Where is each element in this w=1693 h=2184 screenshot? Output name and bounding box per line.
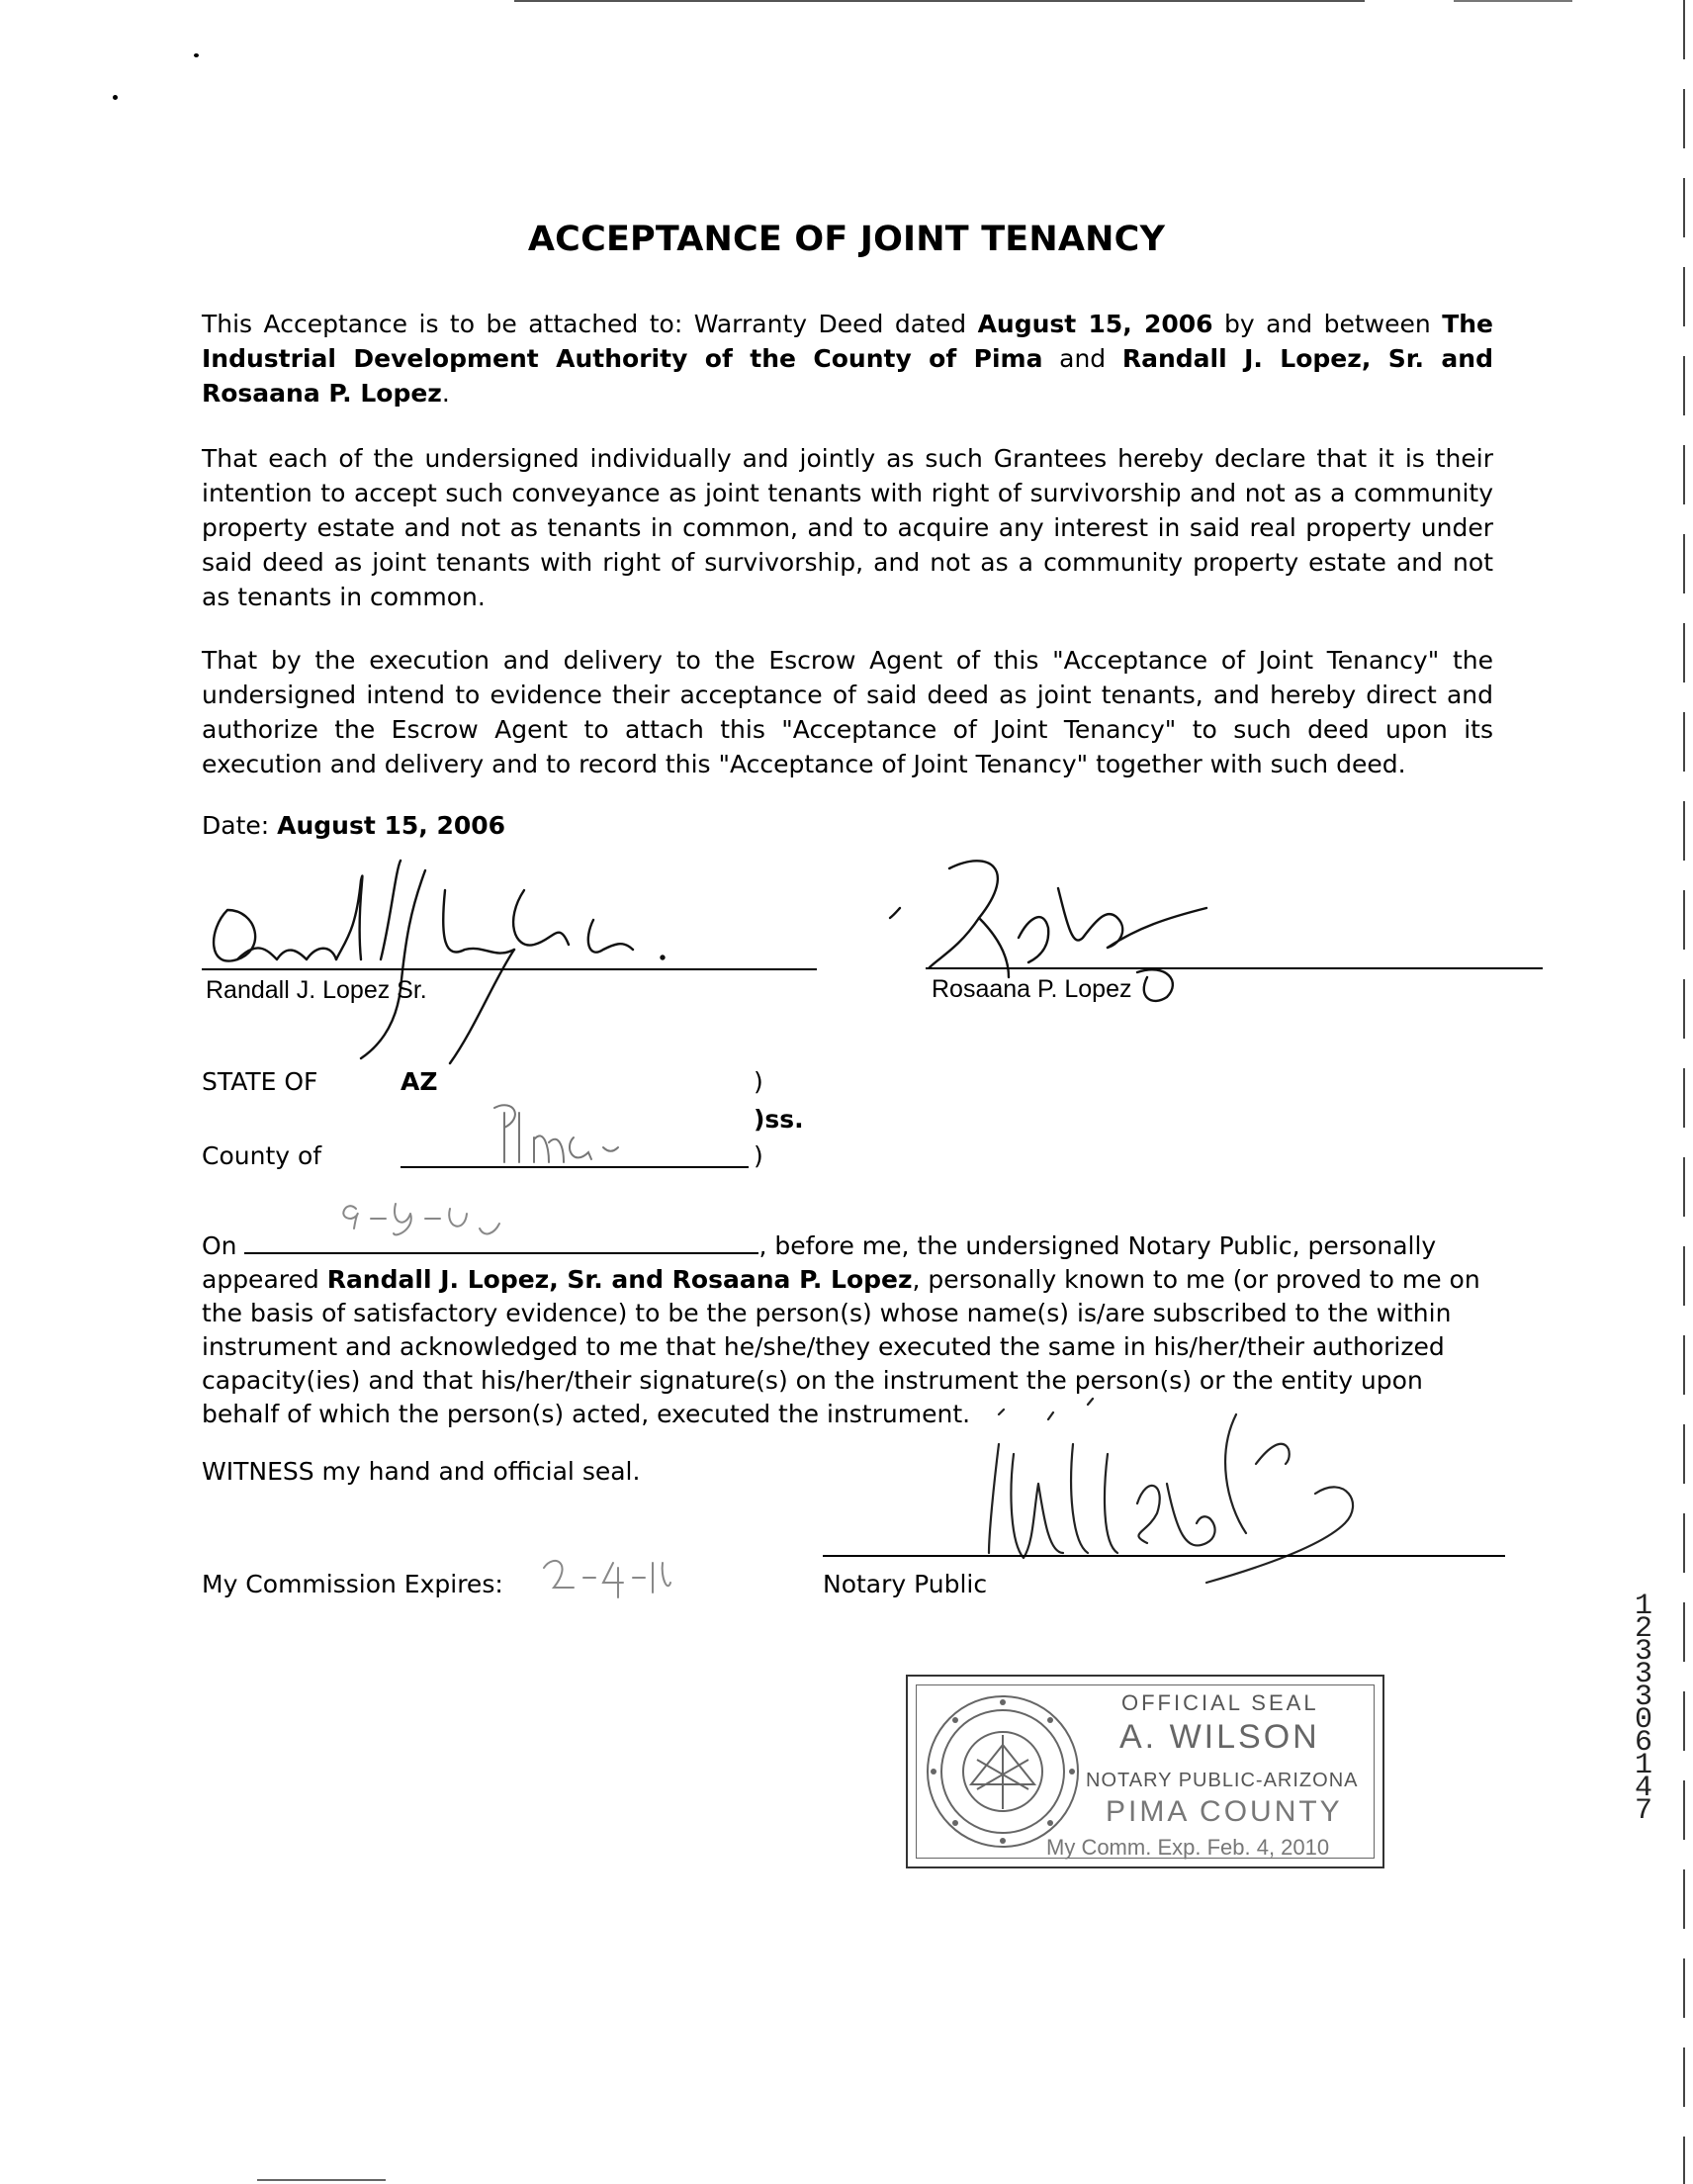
signature-line-signer2 [926, 967, 1543, 969]
bracket-top: ) [754, 1067, 763, 1096]
seal-line-commission: My Comm. Exp. Feb. 4, 2010 [1046, 1835, 1330, 1860]
arizona-state-seal-emblem [922, 1690, 1084, 1853]
witness-statement: WITNESS my hand and official seal. [202, 1457, 641, 1486]
scan-edge-top-fragment [1454, 0, 1572, 2]
county-label: County of [202, 1141, 322, 1170]
commission-expires-label: My Commission Expires: [202, 1570, 503, 1598]
acknowledgment-paragraph: On , before me, the undersigned Notary Public, personally appeared Randall J. Lopez, Sr. and Rosaana P. Lopez, personally known to me (or proved to me on the basis of satisfactory evidence) to be the person(s) whose name(s) is/are subscribed to the within instrument and acknowledged to me that he/she/they executed the same in his/her/their authorized capacity(ies) and that his/her/their signature(s) on the instrument the person(s) or the entity upon behalf of which the person(s) acted, executed the instrument. [202, 1231, 1480, 1428]
county-handwritten-pima [475, 1098, 643, 1167]
notary-signature-line [823, 1555, 1505, 1557]
recording-side-number: 1 2 3 3 3 0 6 1 4 7 [1634, 1590, 1652, 1828]
scan-speck [194, 53, 199, 57]
official-seal-stamp [906, 1675, 1384, 1868]
date-line: Date: August 15, 2006 [202, 811, 506, 840]
declaration-paragraph: That each of the undersigned individually and jointly as such Grantees hereby declare that it is their intention to accept such conveyance as joint tenants with right of survivorship and not as a community property estate and not as tenants in common, and to acquire any interest in said real property under said deed as joint tenants with right of survivorship, and not as a community property estate and not as tenants in common. [202, 444, 1493, 611]
signer1-name: Randall J. Lopez Sr. [206, 976, 427, 1004]
grantee-names: Randall J. Lopez, Sr. and Rosaana P. Lopez [202, 344, 1493, 408]
grantor-name: The Industrial Development Authority of the County of Pima [202, 310, 1494, 373]
bracket-bottom: ) [754, 1141, 763, 1170]
state-label: STATE OF [202, 1067, 318, 1096]
scan-edge-bottom [257, 2179, 386, 2181]
signature-rosaana-lopez [870, 849, 1246, 1037]
date-value: August 15, 2006 [277, 811, 506, 840]
scan-speck [113, 95, 118, 100]
ss-label: )ss. [754, 1105, 804, 1134]
seal-line-notary-name: A. WILSON [1119, 1718, 1320, 1756]
seal-line-official-seal: OFFICIAL SEAL [1121, 1690, 1319, 1715]
ack-names: Randall J. Lopez, Sr. and Rosaana P. Lopez [326, 1265, 913, 1294]
deed-date: August 15, 2006 [977, 310, 1213, 338]
state-value: AZ [401, 1067, 438, 1096]
on-date-line [244, 1251, 758, 1254]
intro-paragraph: This Acceptance is to be attached to: Warranty Deed dated August 15, 2006 by and between The Industrial Development Authority of the County of Pima and Randall J. Lopez, Sr. and Rosaana P. Lopez. [202, 310, 1494, 408]
signer2-name: Rosaana P. Lopez [932, 975, 1132, 1003]
scan-edge-right [1683, 0, 1685, 2184]
document-title: ACCEPTANCE OF JOINT TENANCY [527, 220, 1166, 259]
seal-line-county: PIMA COUNTY [1106, 1795, 1343, 1828]
notary-public-label: Notary Public [823, 1570, 988, 1598]
escrow-paragraph: That by the execution and delivery to the Escrow Agent of this "Acceptance of Joint Tenancy" the undersigned intend to evidence their acceptance of said deed as joint tenants, and hereby direct and authorize the Escrow Agent to attach this "Acceptance of Joint Tenancy" to such deed upon its execution and delivery and to record this "Acceptance of Joint Tenancy" together with such deed. [202, 646, 1493, 778]
signature-randall-lopez [198, 851, 672, 1068]
on-date-handwritten [336, 1189, 504, 1248]
signature-line-signer1 [202, 968, 817, 970]
commission-handwritten-date [534, 1553, 672, 1612]
on-label: On [202, 1231, 237, 1260]
seal-line-notary-public: NOTARY PUBLIC-ARIZONA [1086, 1770, 1359, 1791]
scan-edge-top [514, 0, 1365, 2]
